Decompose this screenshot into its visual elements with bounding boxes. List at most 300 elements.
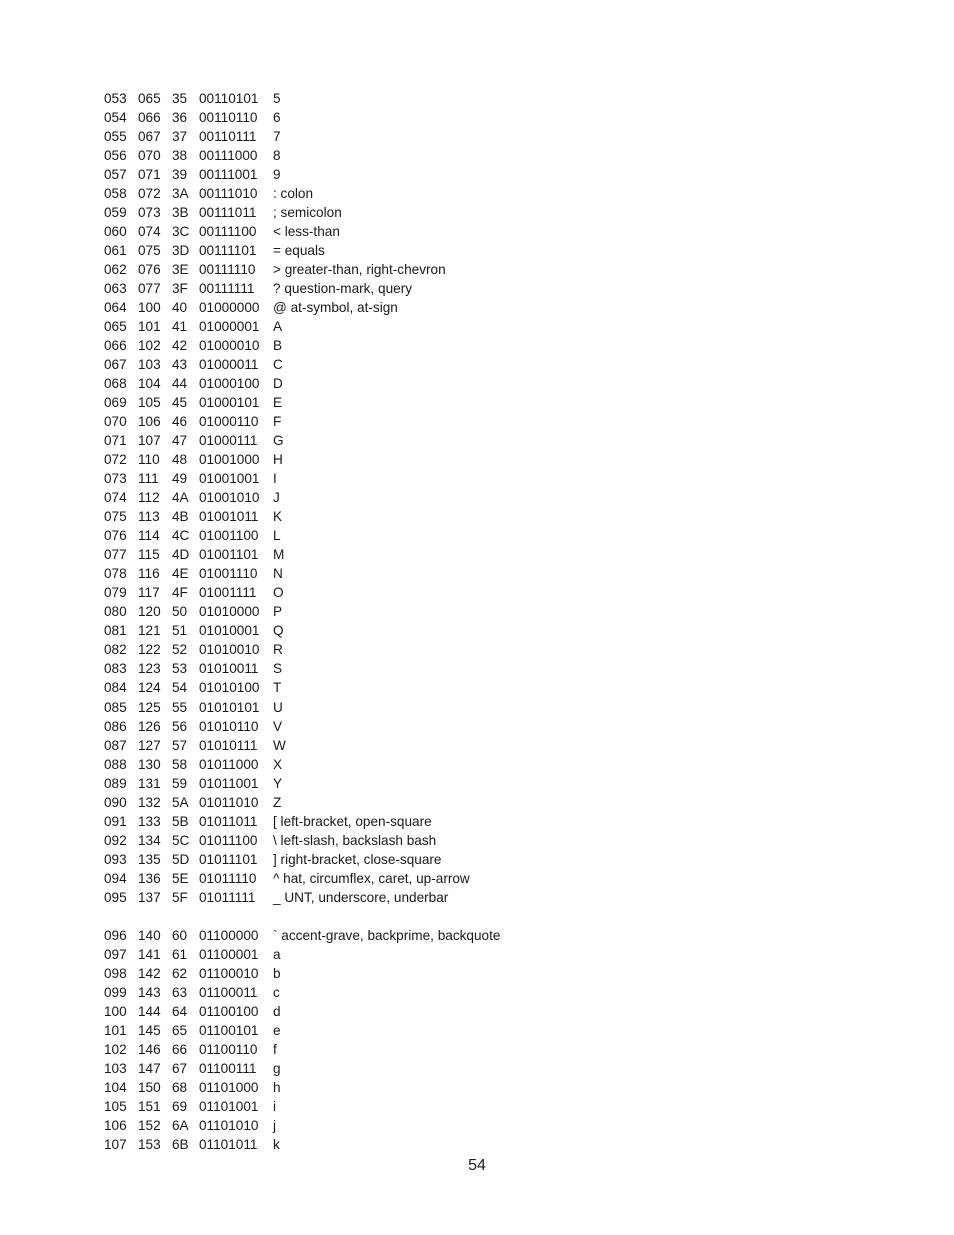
decimal-cell: 072 — [104, 452, 127, 468]
binary-cell: 01001000 — [199, 452, 260, 468]
octal-cell: 106 — [138, 414, 161, 430]
hex-cell: 36 — [172, 110, 188, 126]
octal-cell: 134 — [138, 832, 161, 848]
decimal-cell: 085 — [104, 699, 127, 715]
hex-cell: 3C — [172, 224, 190, 240]
character-cell: 6 — [273, 110, 281, 126]
hex-cell: 3F — [172, 281, 188, 297]
table-row — [104, 1135, 624, 1154]
hex-cell: 5F — [172, 889, 188, 905]
hex-cell: 57 — [172, 737, 188, 753]
hex-cell: 40 — [172, 300, 188, 316]
octal-cell: 065 — [138, 91, 161, 106]
hex-cell: 59 — [172, 775, 188, 791]
table-row — [104, 755, 624, 774]
hex-cell: 64 — [172, 1003, 188, 1019]
octal-cell: 115 — [138, 547, 160, 563]
binary-cell: 01001001 — [199, 471, 260, 487]
binary-cell: 00111001 — [199, 167, 258, 183]
table-row — [104, 469, 624, 488]
hex-cell: 51 — [172, 623, 188, 639]
hex-cell: 54 — [172, 680, 188, 696]
table-row — [104, 850, 624, 869]
decimal-cell: 090 — [104, 794, 127, 810]
binary-cell: 01001100 — [199, 528, 259, 544]
character-cell: @ at-symbol, at-sign — [273, 300, 398, 316]
decimal-cell: 102 — [104, 1041, 127, 1057]
binary-cell: 01100100 — [199, 1003, 259, 1019]
character-cell: Y — [273, 775, 283, 791]
octal-cell: 132 — [138, 794, 161, 810]
hex-cell: 4F — [172, 585, 188, 601]
binary-cell: 01000010 — [199, 338, 260, 354]
hex-cell: 50 — [172, 604, 188, 620]
hex-cell: 5B — [172, 813, 189, 829]
hex-cell: 5C — [172, 832, 190, 848]
binary-cell: 01100000 — [199, 927, 259, 943]
character-cell: N — [273, 566, 283, 582]
decimal-cell: 068 — [104, 376, 127, 392]
table-row — [104, 222, 624, 241]
binary-cell: 01001011 — [199, 509, 259, 525]
binary-cell: 01100001 — [199, 946, 259, 962]
character-cell: i — [273, 1098, 277, 1114]
binary-cell: 01010011 — [199, 661, 259, 677]
decimal-cell: 063 — [104, 281, 127, 297]
hex-cell: 58 — [172, 756, 188, 772]
decimal-cell: 104 — [104, 1079, 127, 1095]
hex-cell: 65 — [172, 1022, 188, 1038]
hex-cell: 3D — [172, 243, 190, 259]
character-cell: 8 — [273, 148, 281, 164]
table-row — [104, 945, 624, 964]
octal-cell: 127 — [138, 737, 161, 753]
decimal-cell: 053 — [104, 91, 127, 106]
decimal-cell: 107 — [104, 1136, 127, 1152]
octal-cell: 113 — [138, 509, 160, 525]
table-row — [104, 583, 624, 602]
hex-cell: 4C — [172, 528, 190, 544]
character-cell: : colon — [273, 186, 314, 202]
hex-cell: 3E — [172, 262, 189, 278]
octal-cell: 135 — [138, 851, 161, 867]
octal-cell: 067 — [138, 129, 161, 145]
table-row — [104, 640, 624, 659]
character-cell: a — [273, 946, 281, 962]
octal-cell: 110 — [138, 452, 160, 468]
binary-cell: 00110110 — [199, 110, 258, 126]
decimal-cell: 091 — [104, 813, 127, 829]
decimal-cell: 058 — [104, 186, 127, 202]
binary-cell: 01100111 — [199, 1060, 257, 1076]
decimal-cell: 069 — [104, 395, 127, 411]
octal-cell: 120 — [138, 604, 161, 620]
decimal-cell: 105 — [104, 1098, 127, 1114]
octal-cell: 126 — [138, 718, 161, 734]
decimal-cell: 056 — [104, 148, 127, 164]
binary-cell: 01011000 — [199, 756, 259, 772]
binary-cell: 01011101 — [199, 851, 258, 867]
character-cell: A — [273, 319, 283, 335]
table-row — [104, 1040, 624, 1059]
table-row — [104, 526, 624, 545]
character-cell: I — [273, 471, 277, 487]
table-row — [104, 89, 624, 108]
table-row — [104, 298, 624, 317]
octal-cell: 133 — [138, 813, 161, 829]
octal-cell: 125 — [138, 699, 161, 715]
table-row — [104, 983, 624, 1002]
decimal-cell: 093 — [104, 851, 127, 867]
binary-cell: 00111100 — [199, 224, 257, 240]
hex-cell: 41 — [172, 319, 188, 335]
decimal-cell: 097 — [104, 946, 127, 962]
octal-cell: 144 — [138, 1003, 161, 1019]
decimal-cell: 103 — [104, 1060, 127, 1076]
character-cell: L — [273, 528, 281, 544]
character-cell: h — [273, 1079, 281, 1095]
binary-cell: 01011010 — [199, 794, 259, 810]
octal-cell: 071 — [138, 167, 161, 183]
hex-cell: 39 — [172, 167, 188, 183]
character-cell: 7 — [273, 129, 281, 145]
hex-cell: 52 — [172, 642, 188, 658]
decimal-cell: 054 — [104, 110, 127, 126]
table-row — [104, 317, 624, 336]
decimal-cell: 088 — [104, 756, 127, 772]
character-cell: g — [273, 1060, 281, 1076]
binary-cell: 00111011 — [199, 205, 257, 221]
hex-cell: 68 — [172, 1079, 188, 1095]
table-row — [104, 659, 624, 678]
octal-cell: 072 — [138, 186, 161, 202]
octal-cell: 077 — [138, 281, 161, 297]
octal-cell: 121 — [138, 623, 161, 639]
character-cell: ? question-mark, query — [273, 281, 413, 297]
hex-cell: 4E — [172, 566, 189, 582]
decimal-cell: 099 — [104, 984, 127, 1000]
hex-cell: 47 — [172, 433, 188, 449]
decimal-cell: 096 — [104, 927, 127, 943]
character-cell: V — [273, 718, 283, 734]
page-number: 54 — [468, 1157, 486, 1174]
decimal-cell: 092 — [104, 832, 127, 848]
decimal-cell: 094 — [104, 870, 127, 886]
octal-cell: 101 — [138, 319, 161, 335]
character-cell: F — [273, 414, 282, 430]
octal-cell: 137 — [138, 889, 161, 905]
decimal-cell: 061 — [104, 243, 127, 259]
table-row — [104, 1097, 624, 1116]
table-row — [104, 127, 624, 146]
table-row — [104, 545, 624, 564]
character-cell: K — [273, 509, 283, 525]
decimal-cell: 070 — [104, 414, 127, 430]
decimal-cell: 075 — [104, 509, 127, 525]
character-cell: 5 — [273, 91, 281, 106]
octal-cell: 112 — [138, 490, 160, 506]
binary-cell: 00111110 — [199, 262, 256, 278]
binary-cell: 01010010 — [199, 642, 260, 658]
table-row — [104, 793, 624, 812]
octal-cell: 143 — [138, 984, 161, 1000]
octal-cell: 100 — [138, 300, 161, 316]
decimal-cell: 074 — [104, 490, 127, 506]
octal-cell: 146 — [138, 1041, 161, 1057]
octal-cell: 117 — [138, 585, 160, 601]
binary-cell: 01000111 — [199, 433, 258, 449]
binary-cell: 01101011 — [199, 1136, 258, 1152]
table-row — [104, 184, 624, 203]
table-row — [104, 203, 624, 222]
character-cell: D — [273, 376, 283, 392]
binary-cell: 01001111 — [199, 585, 257, 601]
table-row — [104, 717, 624, 736]
binary-cell: 01000011 — [199, 357, 259, 373]
octal-cell: 145 — [138, 1022, 161, 1038]
table-row — [104, 507, 624, 526]
hex-cell: 4D — [172, 547, 190, 563]
decimal-cell: 087 — [104, 737, 127, 753]
octal-cell: 070 — [138, 148, 161, 164]
octal-cell: 122 — [138, 642, 161, 658]
binary-cell: 01010100 — [199, 680, 260, 696]
octal-cell: 141 — [138, 946, 161, 962]
octal-cell: 074 — [138, 224, 161, 240]
table-row — [104, 431, 624, 450]
character-cell: = equals — [273, 243, 325, 259]
character-cell: ^ hat, circumflex, caret, up-arrow — [273, 870, 470, 886]
character-cell: O — [273, 585, 284, 601]
binary-cell: 01010110 — [199, 718, 259, 734]
decimal-cell: 066 — [104, 338, 127, 354]
octal-cell: 104 — [138, 376, 161, 392]
octal-cell: 107 — [138, 433, 161, 449]
character-cell: > greater-than, right-chevron — [273, 262, 446, 278]
table-row — [104, 1078, 624, 1097]
octal-cell: 075 — [138, 243, 161, 259]
binary-cell: 01010000 — [199, 604, 260, 620]
decimal-cell: 059 — [104, 205, 127, 221]
table-row — [104, 450, 624, 469]
decimal-cell: 086 — [104, 718, 127, 734]
decimal-cell: 083 — [104, 661, 127, 677]
table-row — [104, 336, 624, 355]
octal-cell: 140 — [138, 927, 161, 943]
character-cell: _ UNT, underscore, underbar — [273, 889, 449, 905]
table-row — [104, 374, 624, 393]
hex-cell: 3B — [172, 205, 189, 221]
character-cell: \ left-slash, backslash bash — [273, 832, 437, 848]
hex-cell: 44 — [172, 376, 188, 392]
table-row — [104, 488, 624, 507]
hex-cell: 62 — [172, 965, 188, 981]
table-row — [104, 698, 624, 717]
hex-cell: 38 — [172, 148, 188, 164]
table-row — [104, 1116, 624, 1135]
decimal-cell: 095 — [104, 889, 127, 905]
octal-cell: 076 — [138, 262, 161, 278]
binary-cell: 00111111 — [199, 281, 255, 297]
octal-cell: 073 — [138, 205, 161, 221]
hex-cell: 3A — [172, 186, 189, 202]
decimal-cell: 098 — [104, 965, 127, 981]
character-cell: U — [273, 699, 283, 715]
table-row — [104, 1002, 624, 1021]
table-row — [104, 888, 624, 907]
character-cell: R — [273, 642, 283, 658]
character-cell: J — [273, 490, 280, 506]
character-cell: 9 — [273, 167, 281, 183]
octal-cell: 131 — [138, 775, 161, 791]
octal-cell: 153 — [138, 1136, 161, 1152]
decimal-cell: 079 — [104, 585, 127, 601]
character-cell: B — [273, 338, 283, 354]
binary-cell: 01101001 — [199, 1098, 259, 1114]
binary-cell: 00110101 — [199, 91, 259, 106]
hex-cell: 6B — [172, 1136, 189, 1152]
decimal-cell: 057 — [104, 167, 127, 183]
table-row — [104, 279, 624, 298]
table-row — [104, 412, 624, 431]
binary-cell: 01101010 — [199, 1117, 259, 1133]
table-row — [104, 260, 624, 279]
decimal-cell: 077 — [104, 547, 127, 563]
binary-cell: 01011111 — [199, 889, 256, 905]
table-row — [104, 621, 624, 640]
hex-cell: 43 — [172, 357, 188, 373]
character-cell: ; semicolon — [273, 205, 342, 221]
decimal-cell: 076 — [104, 528, 127, 544]
binary-cell: 00111101 — [199, 243, 257, 259]
hex-cell: 4B — [172, 509, 189, 525]
binary-cell: 01010111 — [199, 737, 258, 753]
octal-cell: 136 — [138, 870, 161, 886]
decimal-cell: 089 — [104, 775, 127, 791]
hex-cell: 49 — [172, 471, 188, 487]
binary-cell: 01100010 — [199, 965, 259, 981]
table-row — [104, 241, 624, 260]
table-row — [104, 355, 624, 374]
binary-cell: 01000100 — [199, 376, 260, 392]
binary-cell: 01011001 — [199, 775, 259, 791]
table-row — [104, 1059, 624, 1078]
table-row — [104, 812, 624, 831]
octal-cell: 066 — [138, 110, 161, 126]
hex-cell: 37 — [172, 129, 188, 145]
decimal-cell: 062 — [104, 262, 127, 278]
character-cell: Q — [273, 623, 284, 639]
binary-cell: 00110111 — [199, 129, 257, 145]
octal-cell: 103 — [138, 357, 161, 373]
binary-cell: 01010001 — [199, 623, 260, 639]
decimal-cell: 084 — [104, 680, 127, 696]
character-cell: b — [273, 965, 281, 981]
hex-cell: 48 — [172, 452, 188, 468]
octal-cell: 152 — [138, 1117, 161, 1133]
octal-cell: 114 — [138, 528, 160, 544]
hex-cell: 42 — [172, 338, 188, 354]
table-row — [104, 146, 624, 165]
hex-cell: 5D — [172, 851, 190, 867]
hex-cell: 6A — [172, 1117, 189, 1133]
table-row — [104, 736, 624, 755]
character-cell: j — [273, 1117, 277, 1133]
octal-cell: 147 — [138, 1060, 161, 1076]
hex-cell: 63 — [172, 984, 188, 1000]
hex-cell: 56 — [172, 718, 188, 734]
binary-cell: 01001010 — [199, 490, 260, 506]
octal-cell: 150 — [138, 1079, 161, 1095]
octal-cell: 105 — [138, 395, 161, 411]
decimal-cell: 106 — [104, 1117, 127, 1133]
character-cell: G — [273, 433, 284, 449]
character-cell: e — [273, 1022, 281, 1038]
table-row — [104, 831, 624, 850]
character-cell: W — [273, 737, 286, 753]
hex-cell: 46 — [172, 414, 188, 430]
decimal-cell: 064 — [104, 300, 127, 316]
hex-cell: 66 — [172, 1041, 188, 1057]
decimal-cell: 100 — [104, 1003, 127, 1019]
character-cell: ` accent-grave, backprime, backquote — [273, 927, 501, 943]
table-row — [104, 165, 624, 184]
hex-cell: 35 — [172, 91, 188, 106]
decimal-cell: 073 — [104, 471, 127, 487]
hex-cell: 4A — [172, 490, 189, 506]
hex-cell: 5A — [172, 794, 189, 810]
octal-cell: 102 — [138, 338, 161, 354]
decimal-cell: 067 — [104, 357, 127, 373]
character-cell: Z — [273, 794, 282, 810]
hex-cell: 53 — [172, 661, 188, 677]
character-cell: M — [273, 547, 285, 563]
binary-cell: 01001101 — [199, 547, 259, 563]
table-row — [104, 602, 624, 621]
table-row — [104, 869, 624, 888]
hex-cell: 45 — [172, 395, 188, 411]
octal-cell: 151 — [138, 1098, 161, 1114]
binary-cell: 01011100 — [199, 832, 258, 848]
table-row — [104, 774, 624, 793]
table-row — [104, 678, 624, 697]
decimal-cell: 081 — [104, 623, 127, 639]
hex-cell: 61 — [172, 946, 188, 962]
table-row — [104, 108, 624, 127]
decimal-cell: 055 — [104, 129, 127, 145]
octal-cell: 116 — [138, 566, 160, 582]
binary-cell: 01100011 — [199, 984, 258, 1000]
character-cell: [ left-bracket, open-square — [273, 813, 432, 829]
binary-cell: 00111010 — [199, 186, 258, 202]
binary-cell: 01100101 — [199, 1022, 259, 1038]
hex-cell: 5E — [172, 870, 189, 886]
hex-cell: 69 — [172, 1098, 188, 1114]
decimal-cell: 071 — [104, 433, 127, 449]
decimal-cell: 065 — [104, 319, 127, 335]
binary-cell: 01010101 — [199, 699, 260, 715]
binary-cell: 01000101 — [199, 395, 260, 411]
octal-cell: 123 — [138, 661, 161, 677]
table-row — [104, 926, 624, 945]
table-row — [104, 964, 624, 983]
decimal-cell: 080 — [104, 604, 127, 620]
table-row — [104, 1021, 624, 1040]
character-cell: H — [273, 452, 283, 468]
binary-cell: 01100110 — [199, 1041, 258, 1057]
binary-cell: 01000001 — [199, 319, 260, 335]
character-cell: T — [273, 680, 282, 696]
